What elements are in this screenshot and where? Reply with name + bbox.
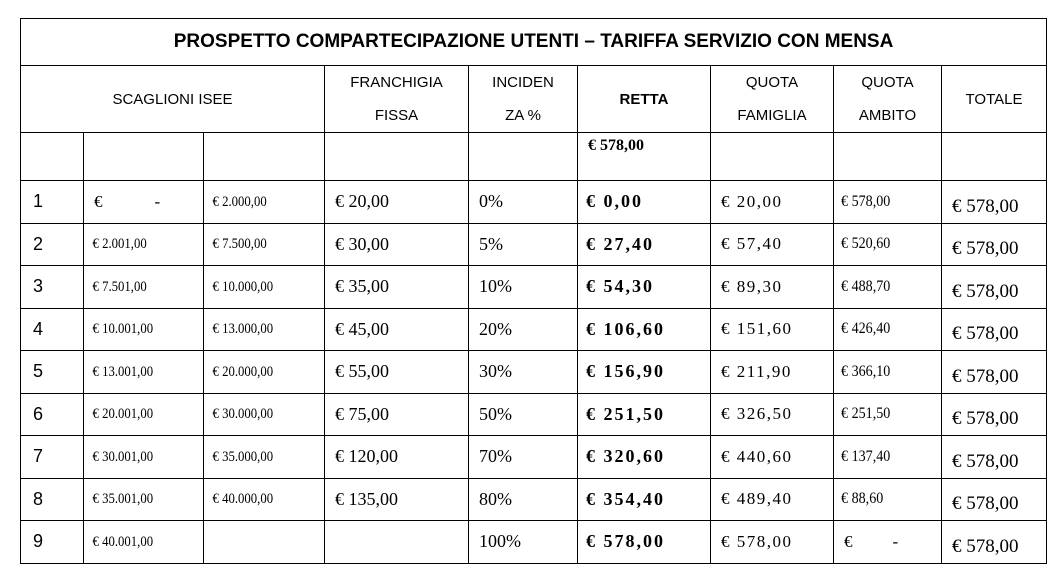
isee-from (84, 393, 204, 436)
header-totale (942, 66, 1047, 133)
isee-from-value: € 10.001,00 (92, 321, 154, 338)
tariff-table (20, 18, 1047, 564)
isee-from (84, 436, 204, 479)
isee-to-value: € 2.000,00 (212, 193, 267, 210)
isee-to (204, 436, 325, 479)
quota-ambito (834, 223, 942, 266)
quota-ambito (834, 436, 942, 479)
franchigia-value: € 55,00 (325, 351, 469, 394)
isee-from-value: € 13.001,00 (92, 363, 154, 380)
isee-from (84, 521, 204, 564)
isee-to-value: € 7.500,00 (212, 236, 267, 253)
franchigia-value: € 45,00 (325, 308, 469, 351)
retta-value: € 27,40 (578, 223, 711, 266)
table-row (21, 181, 1047, 224)
quota-ambito-dash: - (892, 531, 899, 551)
isee-from-value: € 30.001,00 (92, 448, 154, 465)
isee-to-value: € 40.000,00 (212, 491, 274, 508)
sub-cell (204, 133, 325, 181)
isee-to-value: € 35.000,00 (212, 448, 274, 465)
isee-to (204, 308, 325, 351)
quota-famiglia-value: € 20,00 (711, 181, 834, 224)
isee-from (84, 351, 204, 394)
table-row (21, 223, 1047, 266)
header-retta-label: RETTA (619, 90, 669, 108)
header-totale-label: TOTALE (965, 90, 1023, 108)
isee-to (204, 521, 325, 564)
quota-ambito (834, 521, 942, 564)
isee-to (204, 181, 325, 224)
retta-value: € 578,00 (578, 521, 711, 564)
header-incidenza (469, 66, 578, 133)
header-franchigia (325, 66, 469, 133)
quota-famiglia-value: € 578,00 (711, 521, 834, 564)
row-number: 3 (21, 266, 84, 309)
isee-from (84, 478, 204, 521)
quota-ambito-symbol: € (844, 531, 853, 551)
totale-value: € 578,00 (942, 436, 1047, 479)
sub-cell (711, 133, 834, 181)
isee-from-value: € 20.001,00 (92, 406, 154, 423)
isee-to-value: € 20.000,00 (212, 363, 274, 380)
quota-ambito-value: € 251,50 (841, 405, 891, 423)
header-retta (578, 66, 711, 133)
header-scaglioni-isee (21, 66, 325, 133)
retta-value: € 251,50 (578, 393, 711, 436)
retta-base-value: € 578,00 (578, 133, 711, 181)
header-quota-ambito-line1: QUOTA (861, 74, 914, 91)
incidenza-value: 30% (469, 351, 578, 394)
isee-from-value: € 35.001,00 (92, 491, 154, 508)
franchigia-value: € 135,00 (325, 478, 469, 521)
totale-value: € 578,00 (942, 351, 1047, 394)
row-number: 2 (21, 223, 84, 266)
incidenza-value: 70% (469, 436, 578, 479)
row-number: 4 (21, 308, 84, 351)
retta-value: € 0,00 (578, 181, 711, 224)
table-row (21, 393, 1047, 436)
row-number: 6 (21, 393, 84, 436)
quota-ambito-value: € 578,00 (841, 192, 891, 210)
isee-from-value: € 2.001,00 (92, 236, 147, 253)
franchigia-value: € 30,00 (325, 223, 469, 266)
quota-ambito-value: € 137,40 (841, 447, 891, 465)
isee-to-value: € 30.000,00 (212, 406, 274, 423)
header-quota-ambito (834, 66, 942, 133)
totale-value: € 578,00 (942, 308, 1047, 351)
header-franchigia-line1: FRANCHIGIA (350, 74, 443, 91)
quota-ambito-value: € 88,60 (841, 490, 884, 508)
franchigia-value: € 75,00 (325, 393, 469, 436)
table-title: PROSPETTO COMPARTECIPAZIONE UTENTI – TARIFFA SERVIZIO CON MENSA (21, 19, 1047, 66)
retta-value: € 106,60 (578, 308, 711, 351)
franchigia-value: € 120,00 (325, 436, 469, 479)
table-row (21, 521, 1047, 564)
incidenza-value: 50% (469, 393, 578, 436)
header-franchigia-line2: FISSA (374, 107, 419, 124)
quota-famiglia-value: € 326,50 (711, 393, 834, 436)
quota-ambito (834, 308, 942, 351)
incidenza-value: 5% (469, 223, 578, 266)
table-row (21, 308, 1047, 351)
table-row (21, 436, 1047, 479)
header-quota-famiglia-line2: FAMIGLIA (737, 107, 807, 124)
row-number: 9 (21, 521, 84, 564)
sub-cell (325, 133, 469, 181)
isee-to (204, 223, 325, 266)
header-scaglioni-label: SCAGLIONI ISEE (112, 90, 233, 108)
incidenza-value: 80% (469, 478, 578, 521)
quota-famiglia-value: € 89,30 (711, 266, 834, 309)
quota-ambito (834, 266, 942, 309)
totale-value: € 578,00 (942, 478, 1047, 521)
incidenza-value: 100% (469, 521, 578, 564)
sub-cell (84, 133, 204, 181)
isee-from (84, 308, 204, 351)
quota-ambito-value: € 520,60 (841, 235, 891, 253)
quota-ambito-value: € 366,10 (841, 362, 891, 380)
quota-famiglia-value: € 211,90 (711, 351, 834, 394)
isee-from-value: € 40.001,00 (92, 533, 154, 550)
incidenza-value: 20% (469, 308, 578, 351)
quota-ambito (834, 181, 942, 224)
totale-value: € 578,00 (942, 181, 1047, 224)
row-number: 8 (21, 478, 84, 521)
isee-to (204, 478, 325, 521)
quota-famiglia-value: € 489,40 (711, 478, 834, 521)
header-quota-famiglia-line1: QUOTA (745, 74, 799, 91)
isee-to-value: € 13.000,00 (212, 321, 274, 338)
isee-to (204, 266, 325, 309)
quota-ambito (834, 393, 942, 436)
totale-value: € 578,00 (942, 266, 1047, 309)
table-row (21, 266, 1047, 309)
retta-value: € 320,60 (578, 436, 711, 479)
totale-value: € 578,00 (942, 393, 1047, 436)
incidenza-value: 10% (469, 266, 578, 309)
header-quota-famiglia (711, 66, 834, 133)
isee-from-symbol: € (94, 191, 103, 211)
sub-cell (469, 133, 578, 181)
header-incidenza-line1: INCIDEN (492, 74, 554, 91)
totale-value: € 578,00 (942, 223, 1047, 266)
table-row (21, 478, 1047, 521)
quota-famiglia-value: € 57,40 (711, 223, 834, 266)
isee-from-value: € 7.501,00 (92, 278, 147, 295)
quota-ambito-value: € 488,70 (841, 277, 891, 295)
row-number: 7 (21, 436, 84, 479)
incidenza-value: 0% (469, 181, 578, 224)
isee-from-dash: - (154, 191, 161, 211)
row-number: 1 (21, 181, 84, 224)
quota-famiglia-value: € 440,60 (711, 436, 834, 479)
header-incidenza-line2: ZA % (505, 107, 541, 124)
totale-value: € 578,00 (942, 521, 1047, 564)
isee-from (84, 181, 204, 224)
franchigia-value: € 35,00 (325, 266, 469, 309)
sub-cell (942, 133, 1047, 181)
retta-value: € 54,30 (578, 266, 711, 309)
quota-ambito (834, 351, 942, 394)
retta-value: € 354,40 (578, 478, 711, 521)
retta-value: € 156,90 (578, 351, 711, 394)
isee-from (84, 266, 204, 309)
isee-to-value: € 10.000,00 (212, 278, 274, 295)
franchigia-value: € 20,00 (325, 181, 469, 224)
isee-to (204, 351, 325, 394)
franchigia-value (325, 521, 469, 564)
header-quota-ambito-line2: AMBITO (858, 107, 917, 124)
sub-cell (21, 133, 84, 181)
isee-to (204, 393, 325, 436)
quota-famiglia-value: € 151,60 (711, 308, 834, 351)
table-row (21, 351, 1047, 394)
row-number: 5 (21, 351, 84, 394)
sub-cell (834, 133, 942, 181)
quota-ambito (834, 478, 942, 521)
quota-ambito-value: € 426,40 (841, 320, 891, 338)
isee-from (84, 223, 204, 266)
